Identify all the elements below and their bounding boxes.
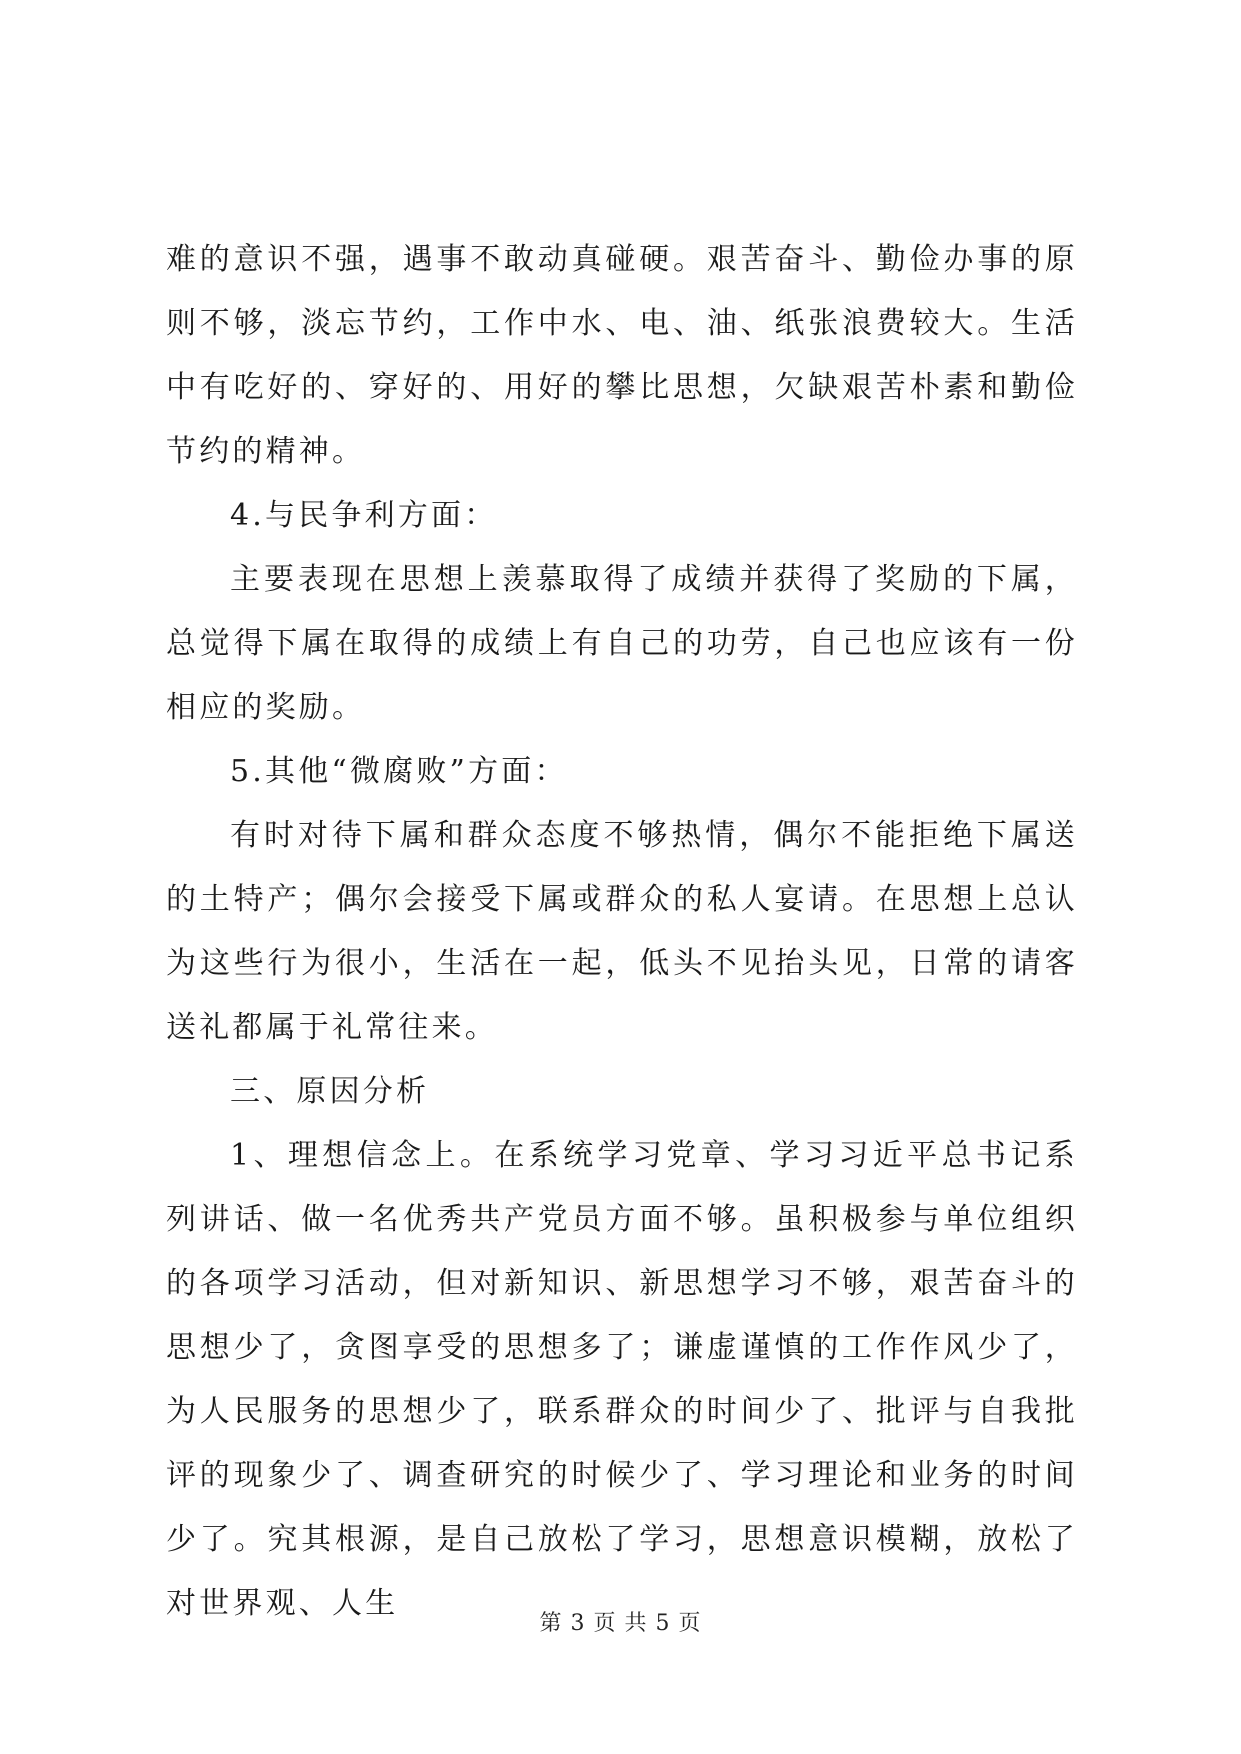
paragraph-item-5: 有时对待下属和群众态度不够热情，偶尔不能拒绝下属送的土特产；偶尔会接受下属或群众的私人宴请。在思想上总认为这些行为很小，生活在一起，低头不见抬头见，日常的请客送礼都属于礼常往来。: [166, 818, 1078, 1045]
heading-item-5: 5.其他“微腐败”方面：: [230, 754, 568, 789]
heading-item-4: 4.与民争利方面：: [230, 498, 498, 533]
paragraph-continuation: 难的意识不强，遇事不敢动真碰硬。艰苦奋斗、勤俭办事的原则不够，淡忘节约，工作中水、电、油、纸张浪费较大。生活中有吃好的、穿好的、用好的攀比思想，欠缺艰苦朴素和勤俭节约的精神。: [166, 242, 1078, 469]
section-heading-cause-analysis: 三、原因分析: [230, 1074, 430, 1109]
page-footer: 第 3 页 共 5 页: [539, 1611, 702, 1636]
paragraph-item-4: 主要表现在思想上羡慕取得了成绩并获得了奖励的下属，总觉得下属在取得的成绩上有自己的功劳，自己也应该有一份相应的奖励。: [166, 562, 1078, 725]
document-body: [166, 228, 1078, 1636]
paragraph-ideals-beliefs: 1、理想信念上。在系统学习党章、学习习近平总书记系列讲话、做一名优秀共产党员方面不够。虽积极参与单位组织的各项学习活动，但对新知识、新思想学习不够，艰苦奋斗的思想少了，贪图享受的思想多了；谦虚谨慎的工作作风少了，为人民服务的思想少了，联系群众的时间少了、批评与自我批评的现象少了、调查研究的时候少了、学习理论和业务的时间少了。究其根源，是自己放松了学习，思想意识模糊，放松了对世界观、人生: [166, 1138, 1078, 1621]
